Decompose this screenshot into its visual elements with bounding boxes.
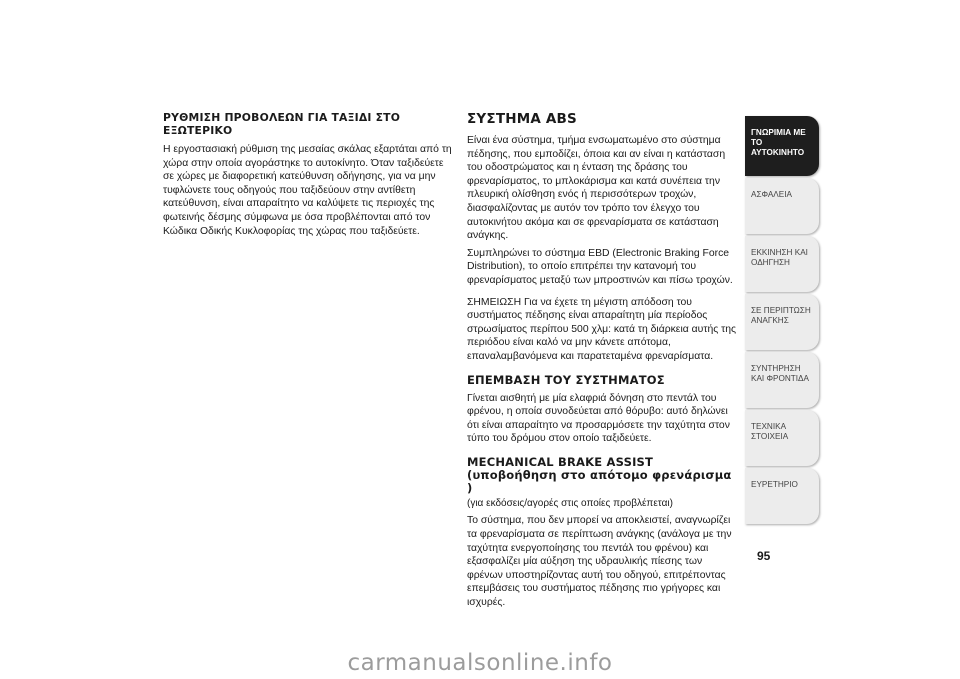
brake-assist-text: Το σύστημα, που δεν μπορεί να αποκλειστεί, αναγνωρίζει τα φρεναρίσματα σε περίπτωση ανάγκης (ανάλογα με την ταχύτητα ενεργοποίησης του πεντάλ του φρένου) και εξασφαλίζει μία αύξηση της υδραυλικής πίεσης των φρένων υποστηρίζοντας αυτή του οδηγού, επιτρέποντας επεμβάσεις του συστήματος πέδησης πιο γρήγορες και ισχυρές. xyxy=(467,515,732,609)
tab-emergency[interactable]: ΣΕ ΠΕΡΙΠΤΩΣΗ ΑΝΑΓΚΗΣ xyxy=(745,294,819,350)
system-intervention-text: Γίνεται αισθητή με μία ελαφριά δόνηση στο πεντάλ του φρένου, η οποία συνοδεύεται από θόρυβο: αυτό δηλώνει ότι είναι απαραίτητο να προσαρμόσετε την ταχύτητα στον τύπο του δρόμου στον οποίο ταξιδεύετε. xyxy=(467,392,730,445)
tab-starting-driving[interactable]: ΕΚΚΙΝΗΣΗ ΚΑΙ ΟΔΗΓΗΣΗ xyxy=(745,236,819,292)
chapter-tabs xyxy=(745,116,819,526)
page-number: 95 xyxy=(757,549,771,563)
abs-note: ΣΗΜΕΙΩΣΗ Για να έχετε τη μέγιστη απόδοση του συστήματος πέδησης είναι απαραίτητη μία περίοδος στρωσίματος περίπου 500 χλμ: κατά τη διάρκεια αυτής της περιόδου είναι καλό να μην κάνετε απότομα, επαναλαμβανόμενα και παρατεταμένα φρεναρίσματα. xyxy=(467,296,737,362)
brake-assist-availability: (για εκδόσεις/αγορές στις οποίες προβλέπεται) xyxy=(467,497,673,509)
headlight-adjustment-text: Η εργοστασιακή ρύθμιση της μεσαίας σκάλας εξαρτάται από τη χώρα στην οποία αγοράστηκε το αυτοκίνητο. Όταν ταξιδεύετε σε χώρες με διαφορετική κατεύθυνση οδήγησης, για να μην τυφλώνετε τους οδηγούς που ταξιδεύουν στην αντίθετη κατεύθυνση, είναι απαραίτητο να καλύψετε τις περιοχές της φωτεινής δέσμης σύμφωνα με όσα προβλέπονται από τον Κώδικα Οδικής Κυκλοφορίας της χώρας που ταξιδεύετε. xyxy=(163,144,452,237)
tab-technical-data[interactable]: ΤΕΧΝΙΚΑ ΣΤΟΙΧΕΙΑ xyxy=(745,410,819,466)
brake-assist-title: MECHANICAL BRAKE ASSIST xyxy=(467,454,654,469)
tab-index[interactable]: ΕΥΡΕΤΗΡΙΟ xyxy=(745,468,819,524)
left-column xyxy=(163,112,453,242)
watermark: carmanualsonline.info xyxy=(347,650,613,676)
abs-title: ΣΥΣΤΗΜΑ ABS xyxy=(467,111,577,127)
headlight-adjustment-title: ΡΥΘΜΙΣΗ ΠΡΟΒΟΛΕΩΝ ΓΙΑ ΤΑΞΙΔΙ ΣΤΟ ΕΞΩΤΕΡΙΚΟ xyxy=(163,111,401,137)
abs-paragraph-1: Είναι ένα σύστημα, τμήμα ενσωματωμένο στο σύστημα πέδησης, που εμποδίζει, όποια και αν είναι η κατάσταση του οδοστρώματος και η ένταση της δράσης του φρεναρίσματος, το μπλοκάρισμα και κατά συνέπεια την πλευρική ολίσθηση ενός ή περισσότερων τροχών, διασφαλίζοντας με αυτόν τον τρόπο τον έλεγχο του αυτοκινήτου ακόμα και σε φρεναρίσματα σε κατάσταση ανάγκης. xyxy=(467,135,726,242)
tab-safety[interactable]: ΑΣΦΑΛΕΙΑ xyxy=(745,178,819,234)
brake-assist-subtitle: (υποβοήθηση στο απότομο φρενάρισμα ) xyxy=(467,467,732,495)
middle-column xyxy=(467,112,739,614)
tab-maintenance[interactable]: ΣΥΝΤΗΡΗΣΗ ΚΑΙ ΦΡΟΝΤΙΔΑ xyxy=(745,352,819,408)
system-intervention-title: ΕΠΕΜΒΑΣΗ ΤΟΥ ΣΥΣΤΗΜΑΤΟΣ xyxy=(467,372,665,387)
tab-getting-to-know[interactable]: ΓΝΩΡΙΜΙΑ ΜΕ ΤΟ ΑΥΤΟΚΙΝΗΤΟ xyxy=(745,116,819,176)
abs-paragraph-2: Συμπληρώνει το σύστημα EBD (Electronic Braking Force Distribution), το οποίο επιτρέπει την κατανομή του φρεναρίσματος μεταξύ των μπροστινών και πίσω τροχών. xyxy=(467,247,733,286)
